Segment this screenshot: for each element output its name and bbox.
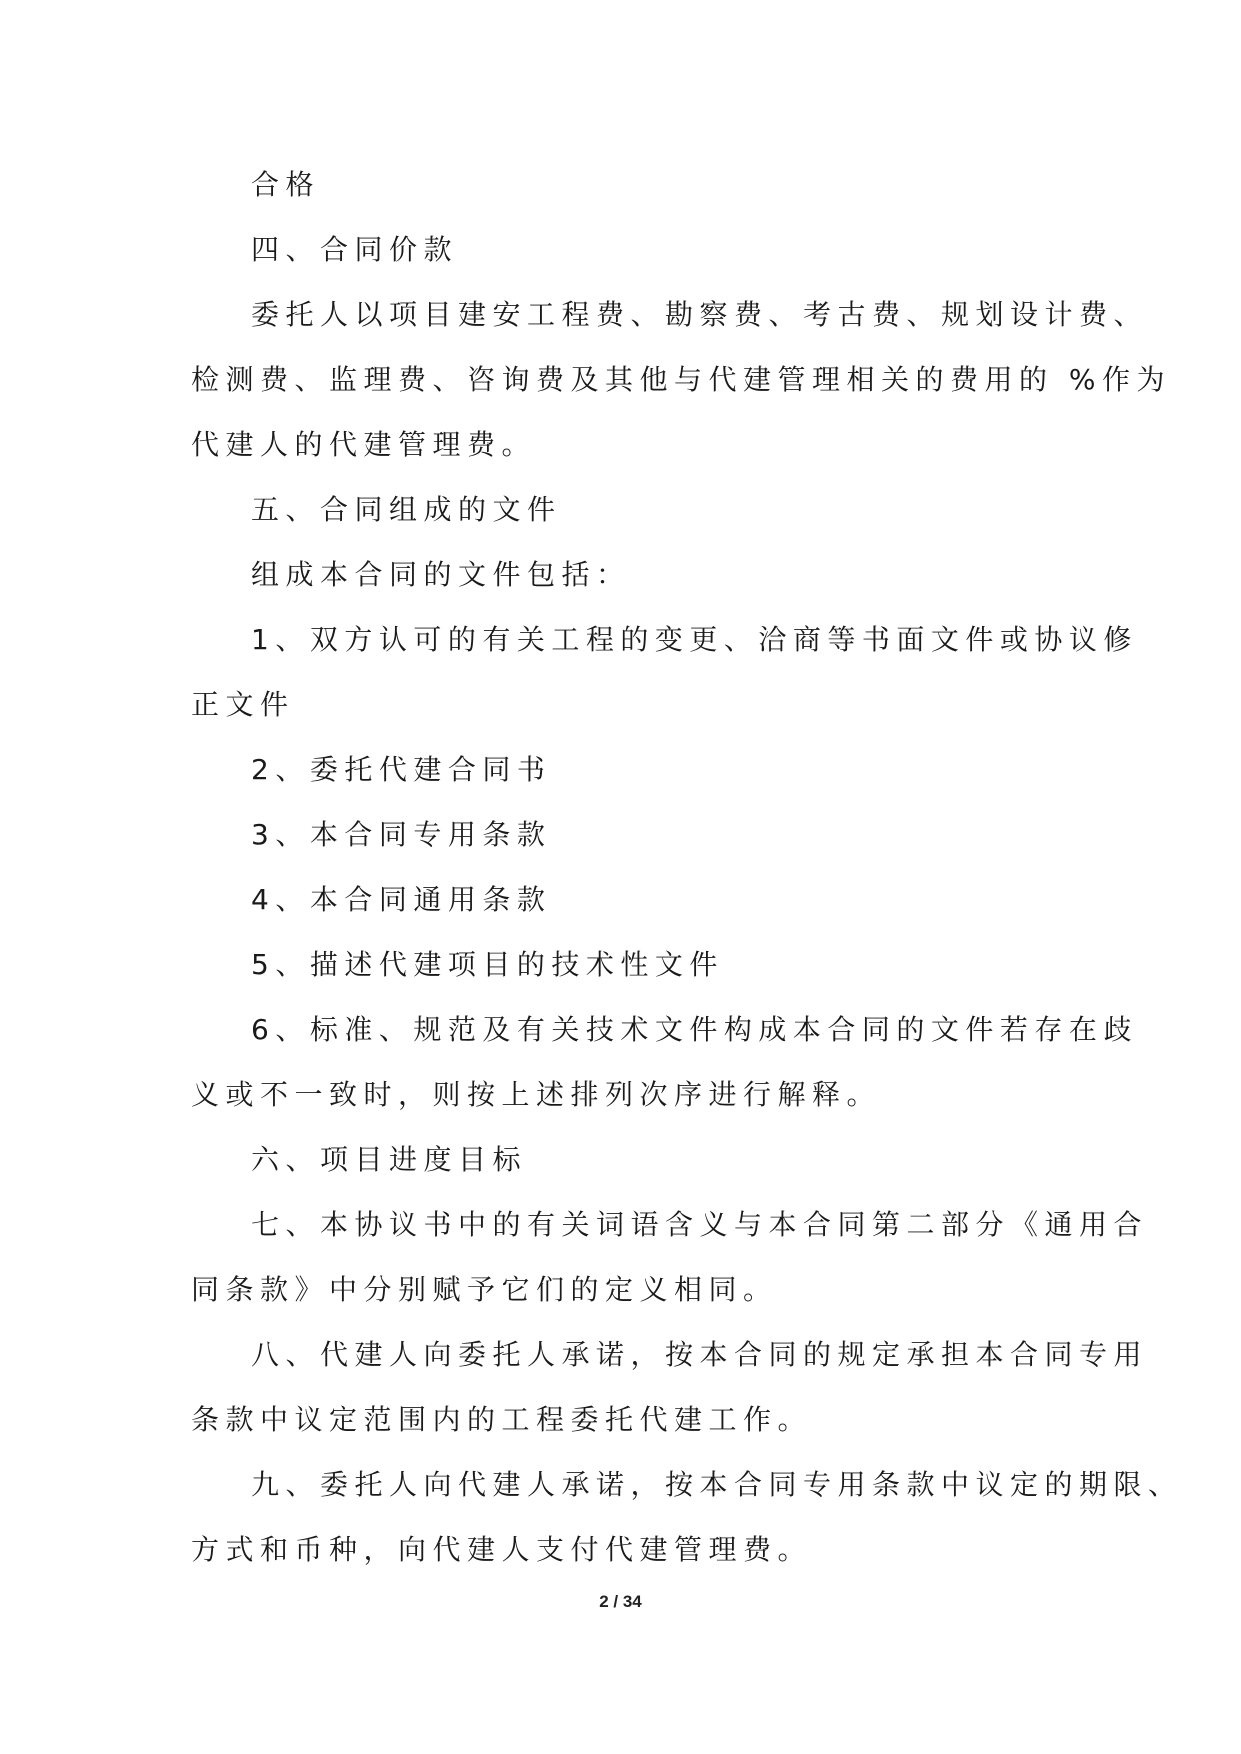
list-item: 1、双方认可的有关工程的变更、洽商等书面文件或协议修 (251, 623, 1138, 656)
text-line: 条款中议定范围内的工程委托代建工作。 (191, 1403, 813, 1436)
section-heading: 五、合同组成的文件 (251, 493, 562, 526)
text-line: 七、本协议书中的有关词语含义与本合同第二部分《通用合 (251, 1208, 1149, 1241)
list-item: 4、本合同通用条款 (251, 883, 552, 916)
text-line: 合格 (251, 168, 321, 201)
text-line: 委托人以项目建安工程费、勘察费、考古费、规划设计费、 (251, 298, 1149, 331)
list-item: 5、描述代建项目的技术性文件 (251, 948, 724, 981)
text-line: 义或不一致时，则按上述排列次序进行解释。 (191, 1078, 882, 1111)
document-body (191, 152, 1183, 1582)
list-item: 2、委托代建合同书 (251, 753, 552, 786)
text-line: 检测费、监理费、咨询费及其他与代建管理相关的费用的 %作为 (191, 363, 1172, 396)
list-item: 6、标准、规范及有关技术文件构成本合同的文件若存在歧 (251, 1013, 1138, 1046)
page-number: 2 / 34 (599, 1592, 642, 1611)
section-heading: 六、项目进度目标 (251, 1143, 528, 1176)
text-line: 正文件 (191, 688, 295, 721)
text-line: 代建人的代建管理费。 (191, 428, 537, 461)
section-heading: 四、合同价款 (251, 233, 459, 266)
text-line: 组成本合同的文件包括： (251, 558, 631, 591)
text-line: 方式和币种，向代建人支付代建管理费。 (191, 1533, 813, 1566)
text-line: 同条款》中分别赋予它们的定义相同。 (191, 1273, 778, 1306)
list-item: 3、本合同专用条款 (251, 818, 552, 851)
text-line: 八、代建人向委托人承诺，按本合同的规定承担本合同专用 (251, 1338, 1149, 1371)
text-line: 九、委托人向代建人承诺，按本合同专用条款中议定的期限、 (251, 1468, 1183, 1501)
